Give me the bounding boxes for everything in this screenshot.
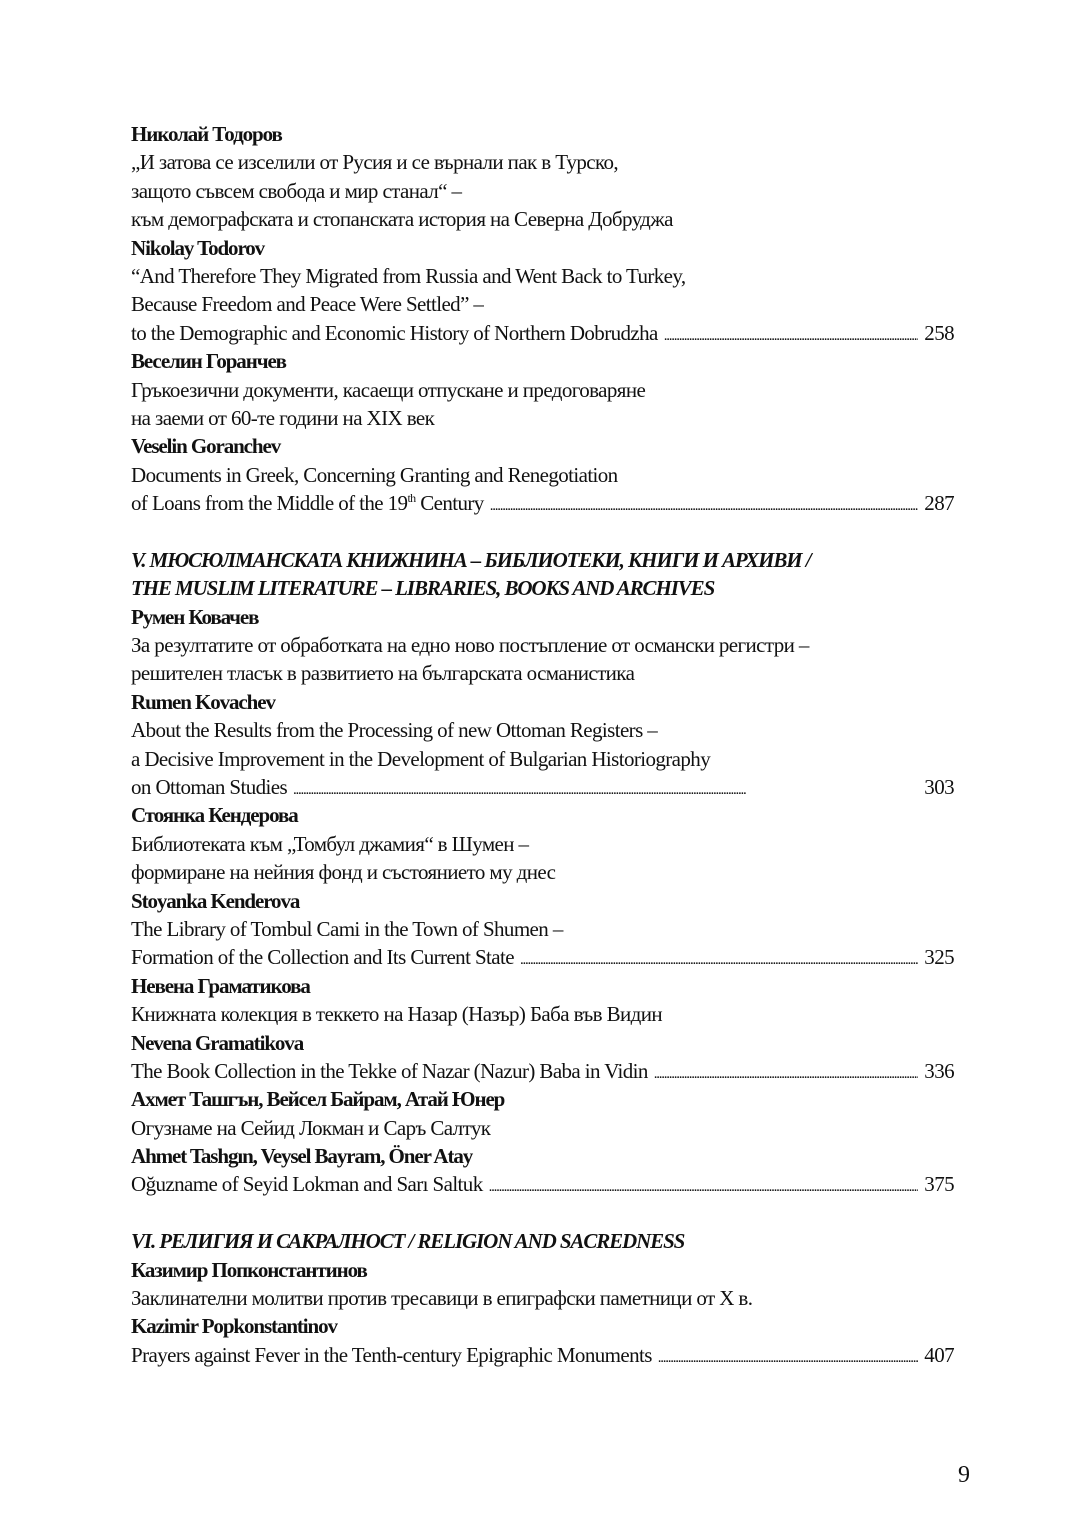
page-ref: 407 [924,1342,954,1367]
author-en: Stoyanka Kenderova [131,888,300,913]
page-ref: 287 [924,491,954,516]
title-bg-line: Гръкоезични документи, касаещи отпускане и предоговаряне [131,377,646,402]
author-en: Kazimir Popkonstantinov [131,1314,337,1339]
page-number: 9 [958,1462,970,1488]
title-en-last-post: Century [415,491,484,516]
title-en-last: to the Demographic and Economic History of Northern Dobrudzha [131,320,658,345]
toc-entry-line [131,1341,954,1369]
dot-leader [293,773,918,804]
title-bg-line: Библиотеката към „Томбул джамия“ в Шумен – [131,831,529,856]
title-bg-line: Книжната колекция в теккето на Назар (Назър) Баба във Видин [131,1002,663,1027]
title-en-last-pre: of Loans from the Middle of the 19 [131,491,408,516]
dot-leader [664,319,919,350]
title-bg-line: Заклинателни молитви против тресавици в епиграфски паметници от Х в. [131,1286,753,1311]
title-bg-line: на заеми от 60-те години на XIX век [131,405,435,430]
toc-entry-line [131,773,954,801]
title-bg-line: към демографската и стопанската история на Северна Добруджа [131,207,673,232]
toc-entry-line [131,319,954,347]
title-en-line: About the Results from the Processing of new Ottoman Registers – [131,718,658,743]
section-heading: VI. РЕЛИГИЯ И САКРАЛНОСТ / RELIGION AND SACREDNESS [131,1229,685,1254]
toc-entry-line [131,943,954,971]
page-ref: 375 [924,1172,954,1197]
title-en-last: Prayers against Fever in the Tenth-century Epigraphic Monuments [131,1342,652,1367]
title-en-line: “And Therefore They Migrated from Russia and Went Back to Turkey, [131,263,686,288]
title-en-last: The Book Collection in the Tekke of Nazar (Nazur) Baba in Vidin [131,1058,648,1083]
table-of-contents [131,120,954,1369]
title-en-line: Documents in Greek, Concerning Granting and Renegotiation [131,462,618,487]
title-en-line: Because Freedom and Peace Were Settled” – [131,292,484,317]
title-en-line: a Decisive Improvement in the Development of Bulgarian Historiography [131,746,711,771]
toc-entry-line [131,489,954,517]
section-heading: THE MUSLIM LITERATURE – LIBRARIES, BOOKS AND ARCHIVES [131,576,715,601]
title-en-last: Formation of the Collection and Its Current State [131,945,514,970]
page-ref: 258 [924,320,954,345]
dot-leader [658,1341,919,1372]
title-bg-line: защото съвсем свобода и мир станал“ – [131,178,462,203]
author-bg: Невена Граматикова [131,973,310,998]
author-bg: Румен Ковачев [131,604,259,629]
author-en: Nikolay Todorov [131,235,265,260]
page-ref: 325 [924,945,954,970]
title-bg-line: „И затова се изселили от Русия и се върнали пак в Турско, [131,150,619,175]
author-bg: Ахмет Ташгън, Вейсел Байрам, Атай Юнер [131,1087,505,1112]
title-bg-line: Огузнаме на Сейид Локман и Саръ Салтук [131,1115,491,1140]
title-en-last: Oğuzname of Seyid Lokman and Sarı Saltuk [131,1172,483,1197]
title-en-last: on Ottoman Studies [131,774,288,799]
author-en: Rumen Kovachev [131,689,275,714]
dot-leader [489,1170,919,1201]
title-en-last [131,489,484,517]
author-bg: Веселин Горанчев [131,349,286,374]
author-bg: Николай Тодоров [131,122,282,146]
author-en: Veselin Goranchev [131,434,281,459]
toc-entry-line [131,1057,954,1085]
title-en-line: The Library of Tombul Cami in the Town of Shumen – [131,916,563,941]
author-en: Ahmet Tashgın, Veysel Bayram, Öner Atay [131,1144,473,1169]
dot-leader [654,1057,919,1088]
section-heading: V. МЮСЮЛМАНСКАТА КНИЖНИНА – БИБЛИОТЕКИ, КНИГИ И АРХИВИ / [131,547,811,572]
ordinal-suffix: th [407,491,416,506]
toc-entry-line [131,1170,954,1198]
title-bg-line: решителен тласък в развитието на българската османистика [131,661,635,686]
title-bg-line: формиране на нейния фонд и състоянието му днес [131,860,556,885]
dot-leader [490,489,919,520]
page-ref: 303 [924,774,954,799]
author-bg: Стоянка Кендерова [131,803,298,828]
page-ref: 336 [924,1058,954,1083]
title-bg-line: За резултатите от обработката на едно ново постъпление от османски регистри – [131,633,809,658]
author-en: Nevena Gramatikova [131,1030,304,1055]
dot-leader [520,943,918,974]
author-bg: Казимир Попконстантинов [131,1257,367,1282]
